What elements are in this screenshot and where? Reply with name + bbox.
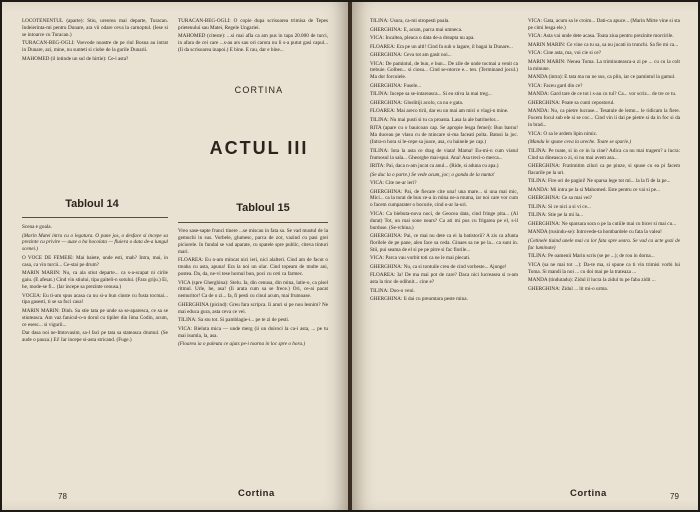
dialogue-line: FLOAREA: Ia! De ma mai pot de care? Daca nici lucreasea si n-am asta la tinc de odihnit... cine e?: [370, 272, 518, 286]
dialogue-line: (Cetinele tiuind unele mai ca lor fata spre seara. Se vad ca acte gozi de fac luminate): [528, 237, 680, 251]
dialogue-line: TILINA: Iota la asta ce drag de viata! Mama! Eu-mi-n cum viatul frumosul la sala... Gheorghe mai-spui. Ana! Asa treci-o merca...: [370, 147, 518, 161]
dialogue-line: MANDA: Gard tare de ce tot i s-au cu tul? Ca... vor scriz... de tre ce tu.: [528, 91, 677, 98]
dialogue-line: VICA: Gata, acum sa le croim... Dati-ca apuce... (Marin Mirte vine si sta pe cimi lesga ele.): [528, 18, 680, 31]
dialogue-line: GHERGHINA: Pai, ce mai nu dete ca ei la batistorii? A zis ca afunta florilele de pe pane, aleu face sa ceda. Ginaes sa ne pe la... ca sunt in. Stii, pui seama de el si pe pe pitre si fac florile...: [370, 233, 518, 253]
dialogue-line: FLOAREA: Era pe un altl! Cind fa sub o lagare, il bagai la Dunare...: [370, 43, 513, 50]
dialogue-line: IRITA: Pai, daca n-am jucat ca anul... (Ride, si aduna cu apa.): [370, 163, 499, 170]
dialogue-line: RITA (apare cu o bauicoan cap. Se apropie lesga femei): Bun barnu! Ma duceau pe vlasu cu de mincare si-ma faceati polta. Batusi la joc. (Intra-n hora si le-cepe sa joace, asa, cu hainele pe cap.): [370, 125, 518, 146]
dialogue-line: VICA: De pamintul, de bun, e bun... De zile de unde tocmai a venit ca trebuie. Golben... si ciosu... Cind se-ntorce e... ten. (Terminand jocul.) Ma dor forcoiele.: [370, 60, 518, 81]
dialogue-line: MANDA (tindutadu): Zidul il lucra la zidul tu pe faba zidit ...: [528, 277, 656, 284]
dialogue-line: GHERGHINA: E, acum, parca mai umneca.: [370, 26, 463, 33]
dialogue-line: MARIN MARIN: Dinh. Sa stie tata pe unde sa se-aparesca, ce sa se stiuteasca. Am vaz fanicul-o-n dorul cu tipiler din lima Codin, acum, ce esesc... si vigurii...: [22, 307, 168, 328]
dialogue-line: VOCEA: Eu ti-am spus acasa ca nu si-a bun cinste cu fusta tocmai... tipa gasesti, ti se sa fuci casa!: [22, 292, 168, 306]
dialogue-line: GHERGHINA: Ne sparsara sora o pe la cutiile mai cu bicer si mai cu...: [528, 220, 677, 227]
dialogue-line: MANDA: Mi intra pe la si Mahomed. Este pentru ce vai si pe...: [528, 186, 660, 193]
footer-cortina-right: Cortina: [570, 488, 607, 499]
dialogue-line: GHERGHINA: Gloslitiji acolo, ca nu e gata.: [370, 99, 464, 106]
dialogue-line: LOCOTENENTUL (aparte): Stiu, ureorea mai departe, Turacan. Indeierinta-mi pentru Dunare, ara vii odare ceva la carnoptul. (Iese si se intoarce cu Turacan.): [22, 18, 168, 38]
dialogue-line: MAHOMED (il intinde un sul de hirtie): Ce-i asta?: [22, 55, 129, 62]
tablou-14-heading: Tabloul 14: [65, 198, 119, 210]
act-title: ACTUL III: [209, 138, 309, 158]
tablou-15-rule: [178, 222, 328, 223]
dialogue-line: MANDA: Nu, ca pietre lucrase... Tesatule de lemn... le ridicam la fiere. Fucem focul sub ele si se coc... Cind vin ii dai pe pietre si da in foc si da in brad...: [528, 108, 680, 129]
dialogue-line: TILINA: Si ce nici a si vi ce...: [528, 203, 591, 210]
left-top-col-1: [22, 18, 168, 64]
dialogue-line: GHERGHINA: Pai, de fiecare cite una! una mare... si una mai mic, Mici... ca la torat de bun ce-a in mina ne-a muma, iar noi care vor cum o facem cumparater o bocurie, cind o-ar la-uri.: [370, 188, 518, 209]
dialogue-line: GHERGHINA: Ceva tot am gasit noi...: [370, 52, 452, 58]
dialogue-line: FLOAREA: Eu n-am mincat nici ieri, nici alalteri. Cind am de facut o treaba cu asta, apuna! Era la noi un olar. Cind topeam de multe ani, postea. Da, da, ne-vi tese hornul bun, poci cu ceti ca farmec.: [178, 257, 328, 278]
dialogue-line: VICA: Cine asta, ma, voi cie si ce?: [528, 50, 602, 57]
dialogue-line: GHERGHINA: Ii dai cu preumtara peste mina.: [370, 296, 468, 303]
dialogue-line: GHERGHINA: Zidul ... lit mi-o urma.: [528, 285, 608, 292]
dialogue-line: Scena e goala.: [22, 224, 52, 230]
dialogue-line: GHERGHINA: Fusele...: [370, 82, 422, 89]
left-body-col-1: [22, 224, 168, 346]
dialogue-line: TILINA: Nu mai pusti si tu ca proasta. Lasa la ale batrinelor...: [370, 116, 499, 123]
left-body-col-2: [178, 228, 328, 350]
dialogue-line: TILINA: Fire ori de pagini! Ne sparsa lege tot mi... la la fi de la pe...: [528, 178, 671, 185]
dialogue-line: (Floarea ia o paleuta ce ajuts pe-i toarna in loc spre o hora.): [178, 341, 306, 348]
dialogue-line: TILINA: Pe toate, si in ce in la cine? Adica ca nu mai tragem? a lucra: Cind sa dineasca o zi, si nu mai avem asa...: [528, 147, 680, 161]
dialogue-line: (Marin Matei intra cu o legatura. O pune jos, o desface si incepe sa prezinte cu privire — auze o ba hocolata — fluiera o data de-a lungul scenei.): [22, 232, 168, 253]
dialogue-line: GHERGHINA: Poate sa cunti cepostorul.: [528, 99, 615, 106]
footer-cortina-left: Cortina: [238, 488, 275, 499]
dialogue-line: MAHOMED (citeste): ...si mai afla ca am pus in tapa 20.000 de turci, in afara de cei care ...s-au ars sau ori carora nu li s-a putut gasi capul... (Ii da scrisoarea inapoi.) E bine. E rau, dar e bine...: [178, 33, 328, 54]
dialogue-line: FLOAREA: Mai areco tirii, dar eu un mai am mici o vlagi-n mine.: [370, 108, 509, 115]
dialogue-line: VICA: Incaltea, pleaca o data de-a dreapta nu apa.: [370, 35, 475, 41]
dialogue-line: TILINA: Stie pe la mi la...: [528, 212, 584, 219]
left-top-col-2: [178, 18, 328, 56]
dialogue-line: MARIN MARIN: Nenea Toma. La triminuteasca-a zi pe ... cu cu la colt la minune.: [528, 58, 680, 72]
dialogue-line: GHERGHINA: Nu, ca si tontuile creu de cind vorbeste... Ajunge!: [370, 263, 507, 270]
dialogue-line: TURACAN-BEG-OGLI: O copie dupa scrisoarea trimisa de Tepes prietenului sau Matei, Regele Ungariei.: [178, 18, 328, 31]
dialogue-line: TILINA: Usura, ca-mi stropesti poala.: [370, 18, 450, 24]
tablou-15-heading: Tabloul 15: [236, 202, 290, 214]
left-page: [2, 2, 348, 510]
dialogue-line: MANDA (intra): E tata ma nu ne sus, ca plin, iar ce pamintul la gamul.: [528, 74, 676, 81]
right-page: [352, 2, 698, 510]
dialogue-line: Dar dasa noi ne-Imtovasim, sa-l faci pe tata sa stateasca drumul. (Se aude o pauza.) Ei! Iar incepe si-asta stricand. (Fuge.): [22, 330, 168, 344]
dialogue-line: VICA (spre Gherghina): Stelu. Ia, din cenusa, din mina, latie-o, ca pisel ritmul. Urle, he, asa! (Ii arata cum sa se frece.) Ori, ce-ai pacat nemuritor! Ca de o zi... fa, fi pesti cu cinul acum, mai frumoase.: [178, 279, 328, 300]
dialogue-line: GHERGHINA (picind): Greu fara scripca. Ii aruri si pe nou lesnim? Ne mai educa gura, asta ceva ce vei.: [178, 301, 328, 315]
dialogue-line: MARIN MARIN: Ce vine ca tu sa, sa nu jucati in trunchi. Sa fie mi ca...: [528, 41, 679, 48]
page-number-left: 78: [58, 492, 67, 501]
dialogue-line: TURACAN-BEG-OGLI: Voevode noastre de pe riul Bosna au intrat in Dunare, azi, mine, nu sunteti si ciobe de la gurile Dunarii.: [22, 40, 168, 54]
dialogue-line: Vreo sase-sapte frunci tinere ...se miscau in fata sa. Se vad mustul de la gemuchi in sus. Vorbele, glumesc, parca de zor, vazind cu pasi grei piciorele. In fundal se vad aparate, cu spatele spre public, citeva tinturi mari.: [178, 228, 328, 255]
dialogue-line: VICA: Cite ne-ar ieri?: [370, 180, 417, 187]
dialogue-line: TILINA: Incepe sa se-intareasca... Si eu stiva la mai treg...: [370, 91, 492, 98]
right-col-1: [370, 18, 518, 305]
dialogue-line: (Se duc la o parte.) Se vede acum, joc; o gonda de la nunta!: [370, 171, 495, 178]
dialogue-line: MANDA (rusindu-se): Introvede-ta hombardele cu fata la valea!: [528, 229, 662, 236]
dialogue-line: VICA: Faceu gard din ce?: [528, 82, 583, 89]
dialogue-line: VICA (sa ne mai tot ...): Da-te ma, si spune ca ti vin trimisi vorbi lui Toma. Si mandi la noi ... cu doi mai pe la trateaza ...: [528, 261, 680, 275]
dialogue-line: VICA: Asta vai unde dete acasa. Toata ziua pentru prezinite morcirile.: [528, 33, 674, 40]
dialogue-line: VICA: Parca vau vorbit toti ca ne le mai plecati.: [370, 255, 471, 262]
dialogue-line: (Mandu le spune ceva la ureche. Toate se sparie.): [528, 139, 632, 146]
dialogue-line: VICA: O sa le ardem lipin nimic.: [528, 130, 598, 137]
right-col-2: [528, 18, 680, 294]
cortina-heading: CORTINA: [234, 85, 284, 95]
dialogue-line: TILINA: Sa stu tot. Si pamblagie-i... pe te zi de pesti.: [178, 317, 290, 324]
dialogue-line: TILINA: Doo-o veni.: [370, 287, 415, 294]
dialogue-line: GHERGHINA: Fratimitim ziluri ca pe pinze, si spuse cu ea pi facem flacarile pe la uri.: [528, 163, 680, 176]
tablou-14-rule: [22, 217, 168, 218]
dialogue-line: O VOCE DE FEMEIE: Mai baiete, unde esti, mah? Intra, mai, in casa, ca vin turcii... Ce-stai pe drum?: [22, 254, 168, 268]
dialogue-line: GHERGHINA: Ce sa mai vei?: [528, 195, 592, 202]
dialogue-line: VICA: Bieluta mica — unde merg (ii un doiroci la ca-i asta, ... pe tu mai isumla, la, asa.: [178, 325, 328, 339]
dialogue-line: TILINA: Pe oamenii Marin scris (se pe ...); de rou in dorna...: [528, 253, 655, 260]
dialogue-line: VICA: Ca biebuta-nova noci, de Geocea data, cind fringe pita... (Al durat) Tot, un mai sone nears? Ca ati mi pus cu frigarea pe el, s-il burduse. (Se-rchina.): [370, 210, 518, 231]
book-spread: [2, 2, 698, 510]
dialogue-line: MARIN MARIN: Nu, ca ala stiut departe... ca s-a-scapat ni cirile gaiu. (E afesat.) Cind vin stiului, tipa gaiteli-n sotului. (Fara griju.) Ei, he, mode-se fi... (Iar incepe sa prezinte cenusa.): [22, 270, 168, 291]
page-number-right: 79: [670, 492, 679, 501]
